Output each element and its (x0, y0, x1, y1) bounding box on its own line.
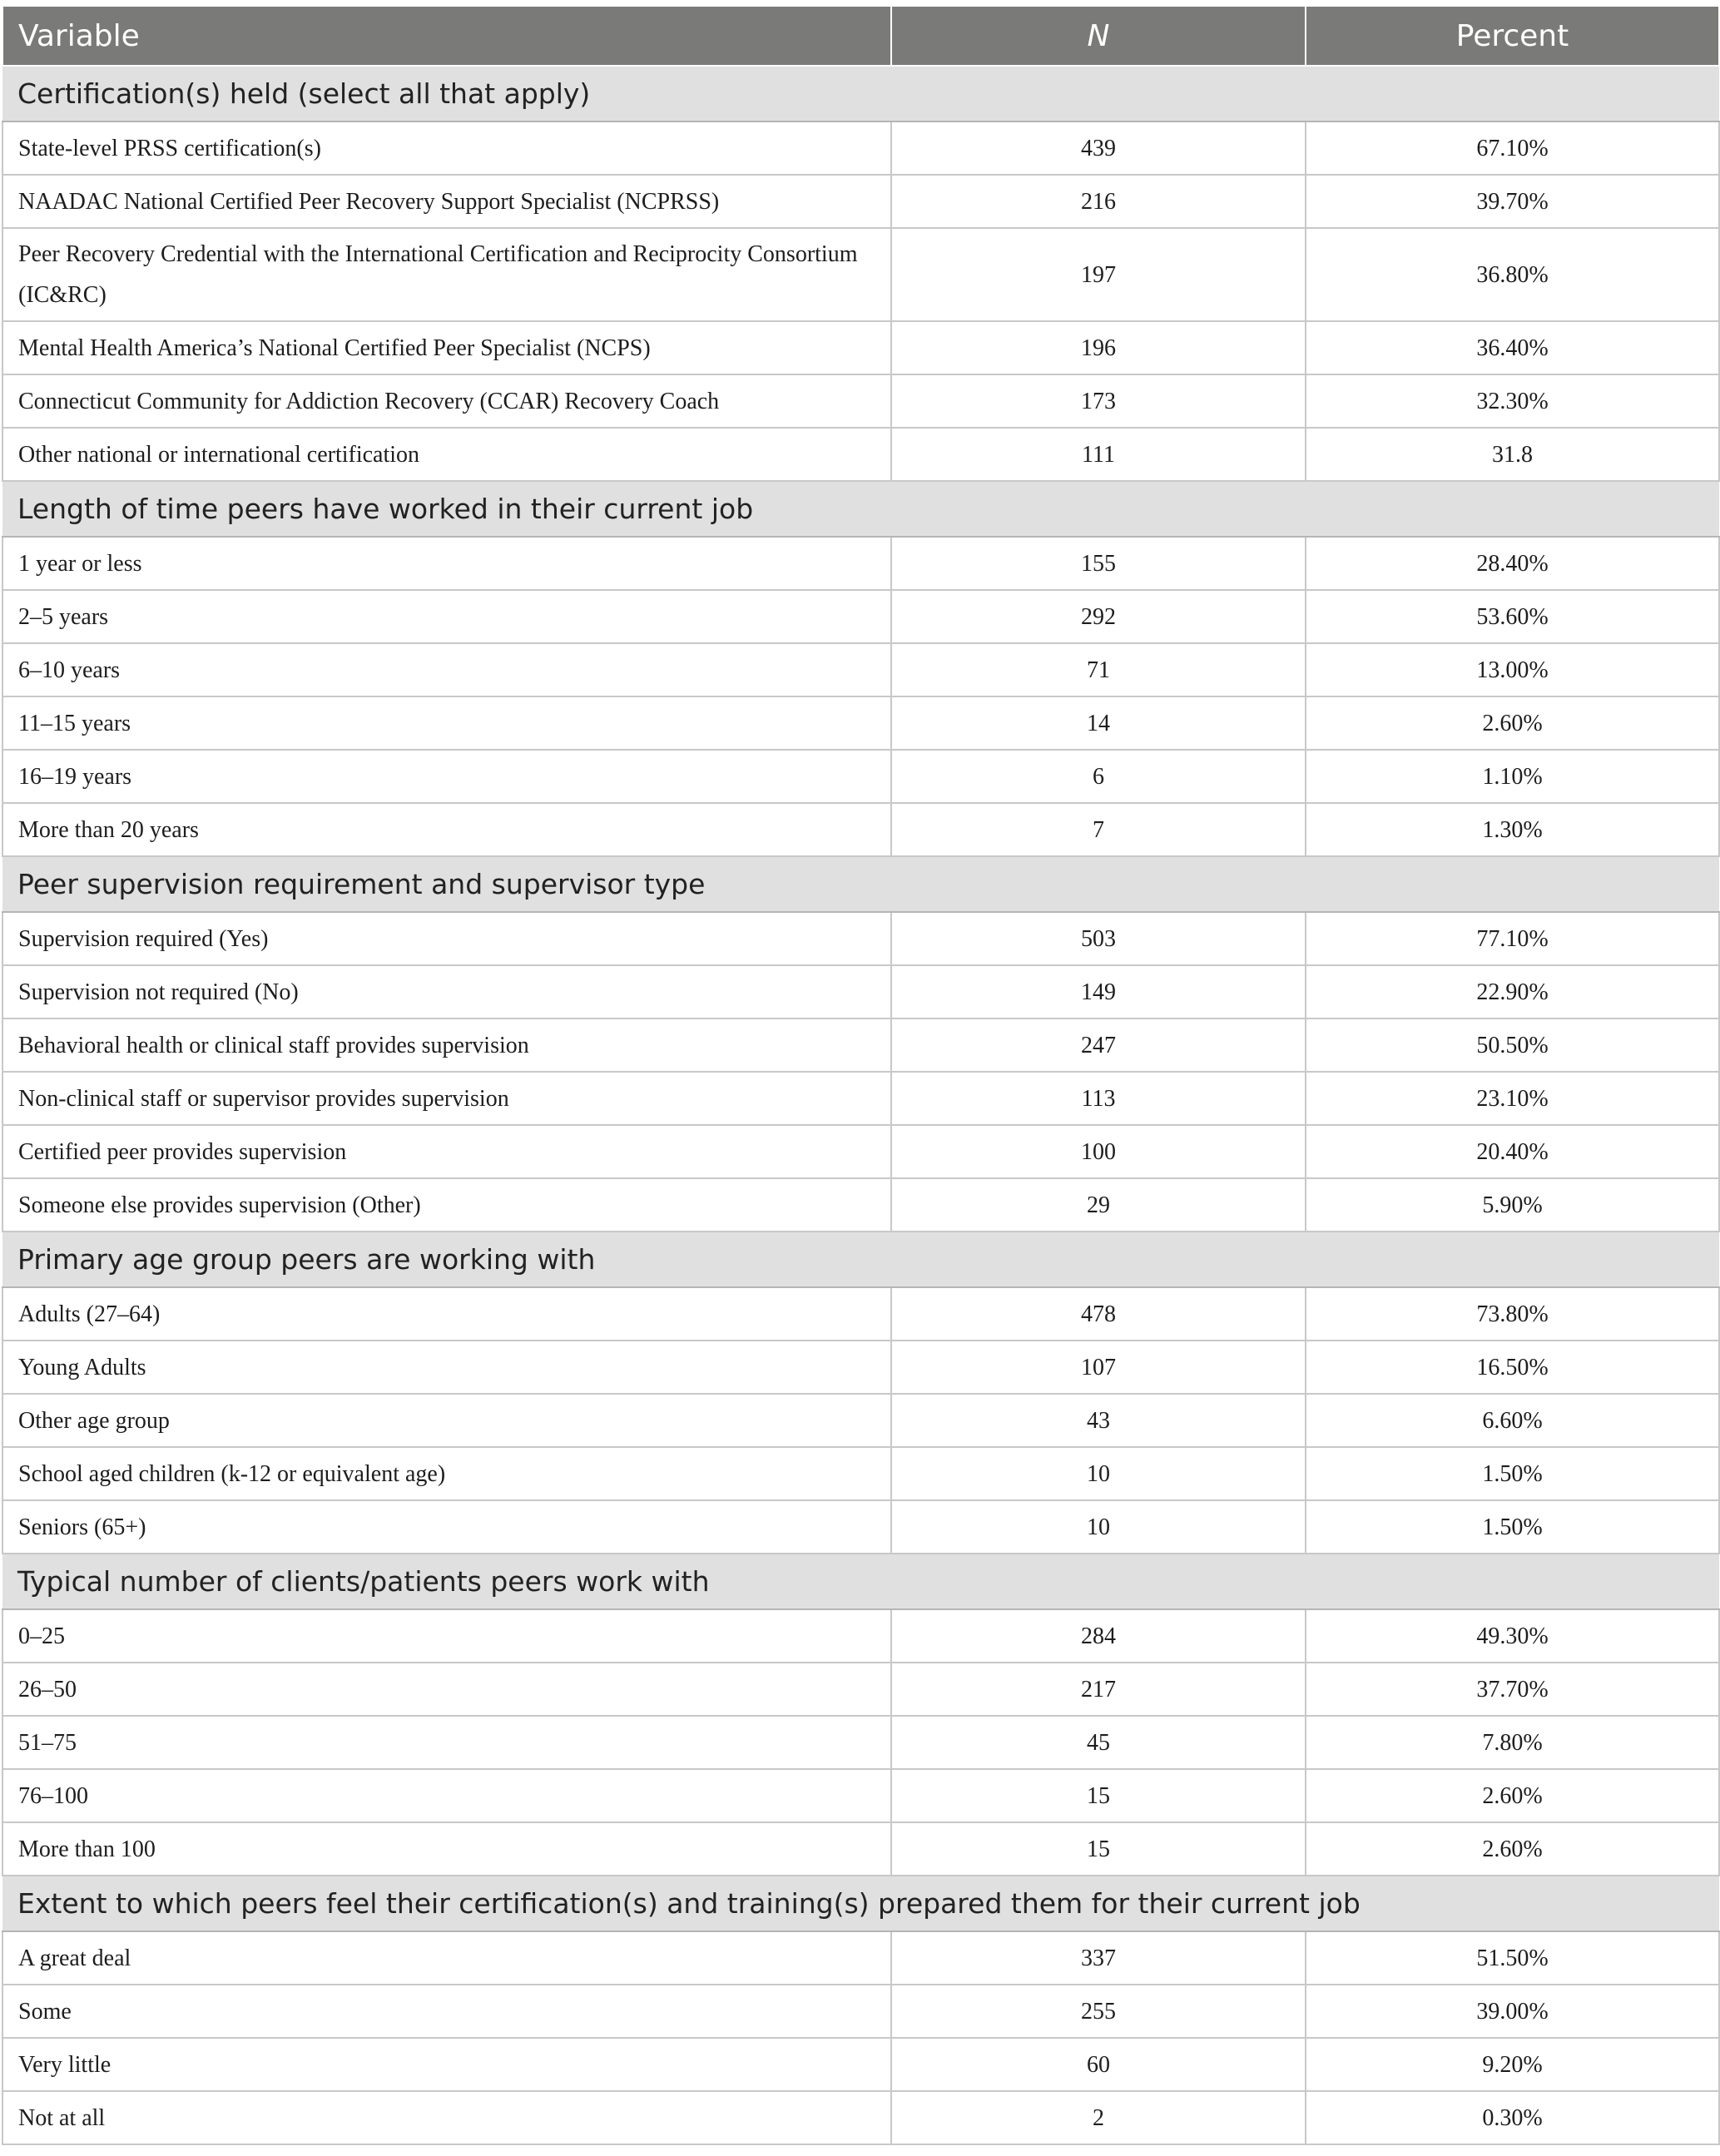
row-percent-cell: 16.50% (1306, 1341, 1719, 1394)
header-row (2, 7, 1719, 66)
table-row (2, 1287, 1719, 1341)
section-header-row (2, 481, 1719, 537)
row-percent-cell: 49.30% (1306, 1609, 1719, 1663)
row-n-cell: 60 (891, 2038, 1306, 2091)
row-n-cell: 255 (891, 1985, 1306, 2038)
row-variable-cell: Mental Health America’s National Certified Peer Specialist (NCPS) (2, 321, 891, 374)
row-percent-cell: 77.10% (1306, 912, 1719, 965)
row-variable-cell: Other age group (2, 1394, 891, 1447)
row-percent-cell: 0.30% (1306, 2091, 1719, 2144)
section-title: Typical number of clients/patients peers work with (2, 1554, 1719, 1609)
table-row (2, 1072, 1719, 1125)
row-percent-cell: 67.10% (1306, 121, 1719, 175)
row-variable-cell: Behavioral health or clinical staff provides supervision (2, 1019, 891, 1072)
row-percent-cell: 1.50% (1306, 1447, 1719, 1500)
data-table (2, 7, 1720, 2145)
row-variable-cell: State-level PRSS certification(s) (2, 121, 891, 175)
row-n-cell: 247 (891, 1019, 1306, 1072)
row-percent-cell: 39.00% (1306, 1985, 1719, 2038)
row-percent-cell: 51.50% (1306, 1931, 1719, 1985)
table-row (2, 1769, 1719, 1822)
header-percent: Percent (1306, 7, 1719, 66)
row-variable-cell: 76–100 (2, 1769, 891, 1822)
row-n-cell: 111 (891, 428, 1306, 481)
row-variable-cell: Adults (27–64) (2, 1287, 891, 1341)
table-row (2, 965, 1719, 1019)
row-percent-cell: 36.80% (1306, 228, 1719, 321)
row-variable-cell: Supervision required (Yes) (2, 912, 891, 965)
data-table-container (2, 7, 1718, 2145)
table-row (2, 1985, 1719, 2038)
section-header-row (2, 856, 1719, 912)
row-variable-cell: 6–10 years (2, 643, 891, 696)
table-row (2, 1609, 1719, 1663)
row-n-cell: 173 (891, 374, 1306, 428)
row-percent-cell: 31.8 (1306, 428, 1719, 481)
row-variable-cell: More than 20 years (2, 803, 891, 856)
table-row (2, 1178, 1719, 1232)
row-percent-cell: 7.80% (1306, 1716, 1719, 1769)
table-row (2, 321, 1719, 374)
row-variable-cell: Seniors (65+) (2, 1500, 891, 1554)
row-n-cell: 216 (891, 175, 1306, 228)
table-row (2, 374, 1719, 428)
table-body (2, 66, 1719, 2144)
row-n-cell: 10 (891, 1447, 1306, 1500)
row-n-cell: 15 (891, 1769, 1306, 1822)
row-percent-cell: 2.60% (1306, 1769, 1719, 1822)
table-row (2, 1716, 1719, 1769)
section-title: Peer supervision requirement and supervisor type (2, 856, 1719, 912)
row-variable-cell: 16–19 years (2, 750, 891, 803)
row-variable-cell: Very little (2, 2038, 891, 2091)
row-percent-cell: 50.50% (1306, 1019, 1719, 1072)
table-row (2, 643, 1719, 696)
row-variable-cell: Certified peer provides supervision (2, 1125, 891, 1178)
table-row (2, 537, 1719, 590)
section-title: Length of time peers have worked in their current job (2, 481, 1719, 537)
header-variable: Variable (2, 7, 891, 66)
row-n-cell: 29 (891, 1178, 1306, 1232)
row-variable-cell: Young Adults (2, 1341, 891, 1394)
table-row (2, 428, 1719, 481)
row-n-cell: 284 (891, 1609, 1306, 1663)
row-percent-cell: 22.90% (1306, 965, 1719, 1019)
row-n-cell: 71 (891, 643, 1306, 696)
row-variable-cell: 1 year or less (2, 537, 891, 590)
table-row (2, 1125, 1719, 1178)
row-variable-cell: 26–50 (2, 1663, 891, 1716)
row-variable-cell: NAADAC National Certified Peer Recovery Support Specialist (NCPRSS) (2, 175, 891, 228)
table-row (2, 1931, 1719, 1985)
table-row (2, 1341, 1719, 1394)
row-n-cell: 503 (891, 912, 1306, 965)
table-row (2, 1447, 1719, 1500)
row-n-cell: 149 (891, 965, 1306, 1019)
row-variable-cell: A great deal (2, 1931, 891, 1985)
table-row (2, 803, 1719, 856)
section-title: Extent to which peers feel their certification(s) and training(s) prepared them for their current job (2, 1876, 1719, 1931)
row-n-cell: 7 (891, 803, 1306, 856)
section-header-row (2, 1232, 1719, 1287)
table-row (2, 175, 1719, 228)
row-percent-cell: 6.60% (1306, 1394, 1719, 1447)
row-percent-cell: 36.40% (1306, 321, 1719, 374)
table-row (2, 1019, 1719, 1072)
row-percent-cell: 13.00% (1306, 643, 1719, 696)
row-variable-cell: 2–5 years (2, 590, 891, 643)
row-percent-cell: 32.30% (1306, 374, 1719, 428)
table-row (2, 1663, 1719, 1716)
section-header-row (2, 1554, 1719, 1609)
table-row (2, 590, 1719, 643)
section-title: Primary age group peers are working with (2, 1232, 1719, 1287)
row-n-cell: 14 (891, 696, 1306, 750)
row-variable-cell: Someone else provides supervision (Other) (2, 1178, 891, 1232)
row-variable-cell: Connecticut Community for Addiction Recovery (CCAR) Recovery Coach (2, 374, 891, 428)
row-n-cell: 292 (891, 590, 1306, 643)
row-n-cell: 196 (891, 321, 1306, 374)
row-n-cell: 15 (891, 1822, 1306, 1876)
row-n-cell: 155 (891, 537, 1306, 590)
table-row (2, 1394, 1719, 1447)
row-variable-cell: Non-clinical staff or supervisor provides supervision (2, 1072, 891, 1125)
row-percent-cell: 1.10% (1306, 750, 1719, 803)
row-percent-cell: 39.70% (1306, 175, 1719, 228)
row-percent-cell: 1.50% (1306, 1500, 1719, 1554)
row-variable-cell: Peer Recovery Credential with the International Certification and Reciprocity Consortium (IC&RC) (2, 228, 891, 321)
row-variable-cell: 11–15 years (2, 696, 891, 750)
row-variable-cell: More than 100 (2, 1822, 891, 1876)
row-n-cell: 197 (891, 228, 1306, 321)
table-row (2, 2038, 1719, 2091)
row-n-cell: 107 (891, 1341, 1306, 1394)
row-percent-cell: 20.40% (1306, 1125, 1719, 1178)
row-percent-cell: 53.60% (1306, 590, 1719, 643)
row-percent-cell: 37.70% (1306, 1663, 1719, 1716)
row-n-cell: 10 (891, 1500, 1306, 1554)
row-n-cell: 6 (891, 750, 1306, 803)
table-row (2, 121, 1719, 175)
row-variable-cell: Some (2, 1985, 891, 2038)
section-header-row (2, 1876, 1719, 1931)
row-n-cell: 45 (891, 1716, 1306, 1769)
table-row (2, 2091, 1719, 2144)
table-row (2, 1500, 1719, 1554)
row-n-cell: 337 (891, 1931, 1306, 1985)
table-row (2, 228, 1719, 321)
row-variable-cell: Other national or international certification (2, 428, 891, 481)
section-header-row (2, 66, 1719, 121)
row-n-cell: 439 (891, 121, 1306, 175)
row-percent-cell: 2.60% (1306, 696, 1719, 750)
table-row (2, 696, 1719, 750)
row-n-cell: 478 (891, 1287, 1306, 1341)
header-n: N (891, 7, 1306, 66)
row-n-cell: 2 (891, 2091, 1306, 2144)
row-variable-cell: Not at all (2, 2091, 891, 2144)
row-percent-cell: 28.40% (1306, 537, 1719, 590)
row-n-cell: 43 (891, 1394, 1306, 1447)
row-percent-cell: 23.10% (1306, 1072, 1719, 1125)
row-n-cell: 217 (891, 1663, 1306, 1716)
row-percent-cell: 9.20% (1306, 2038, 1719, 2091)
row-variable-cell: 51–75 (2, 1716, 891, 1769)
section-title: Certification(s) held (select all that apply) (2, 66, 1719, 121)
row-variable-cell: 0–25 (2, 1609, 891, 1663)
table-row (2, 750, 1719, 803)
row-percent-cell: 2.60% (1306, 1822, 1719, 1876)
table-row (2, 1822, 1719, 1876)
row-percent-cell: 1.30% (1306, 803, 1719, 856)
row-variable-cell: Supervision not required (No) (2, 965, 891, 1019)
row-n-cell: 100 (891, 1125, 1306, 1178)
row-percent-cell: 5.90% (1306, 1178, 1719, 1232)
table-header (2, 7, 1719, 66)
row-percent-cell: 73.80% (1306, 1287, 1719, 1341)
table-row (2, 912, 1719, 965)
row-n-cell: 113 (891, 1072, 1306, 1125)
row-variable-cell: School aged children (k-12 or equivalent age) (2, 1447, 891, 1500)
